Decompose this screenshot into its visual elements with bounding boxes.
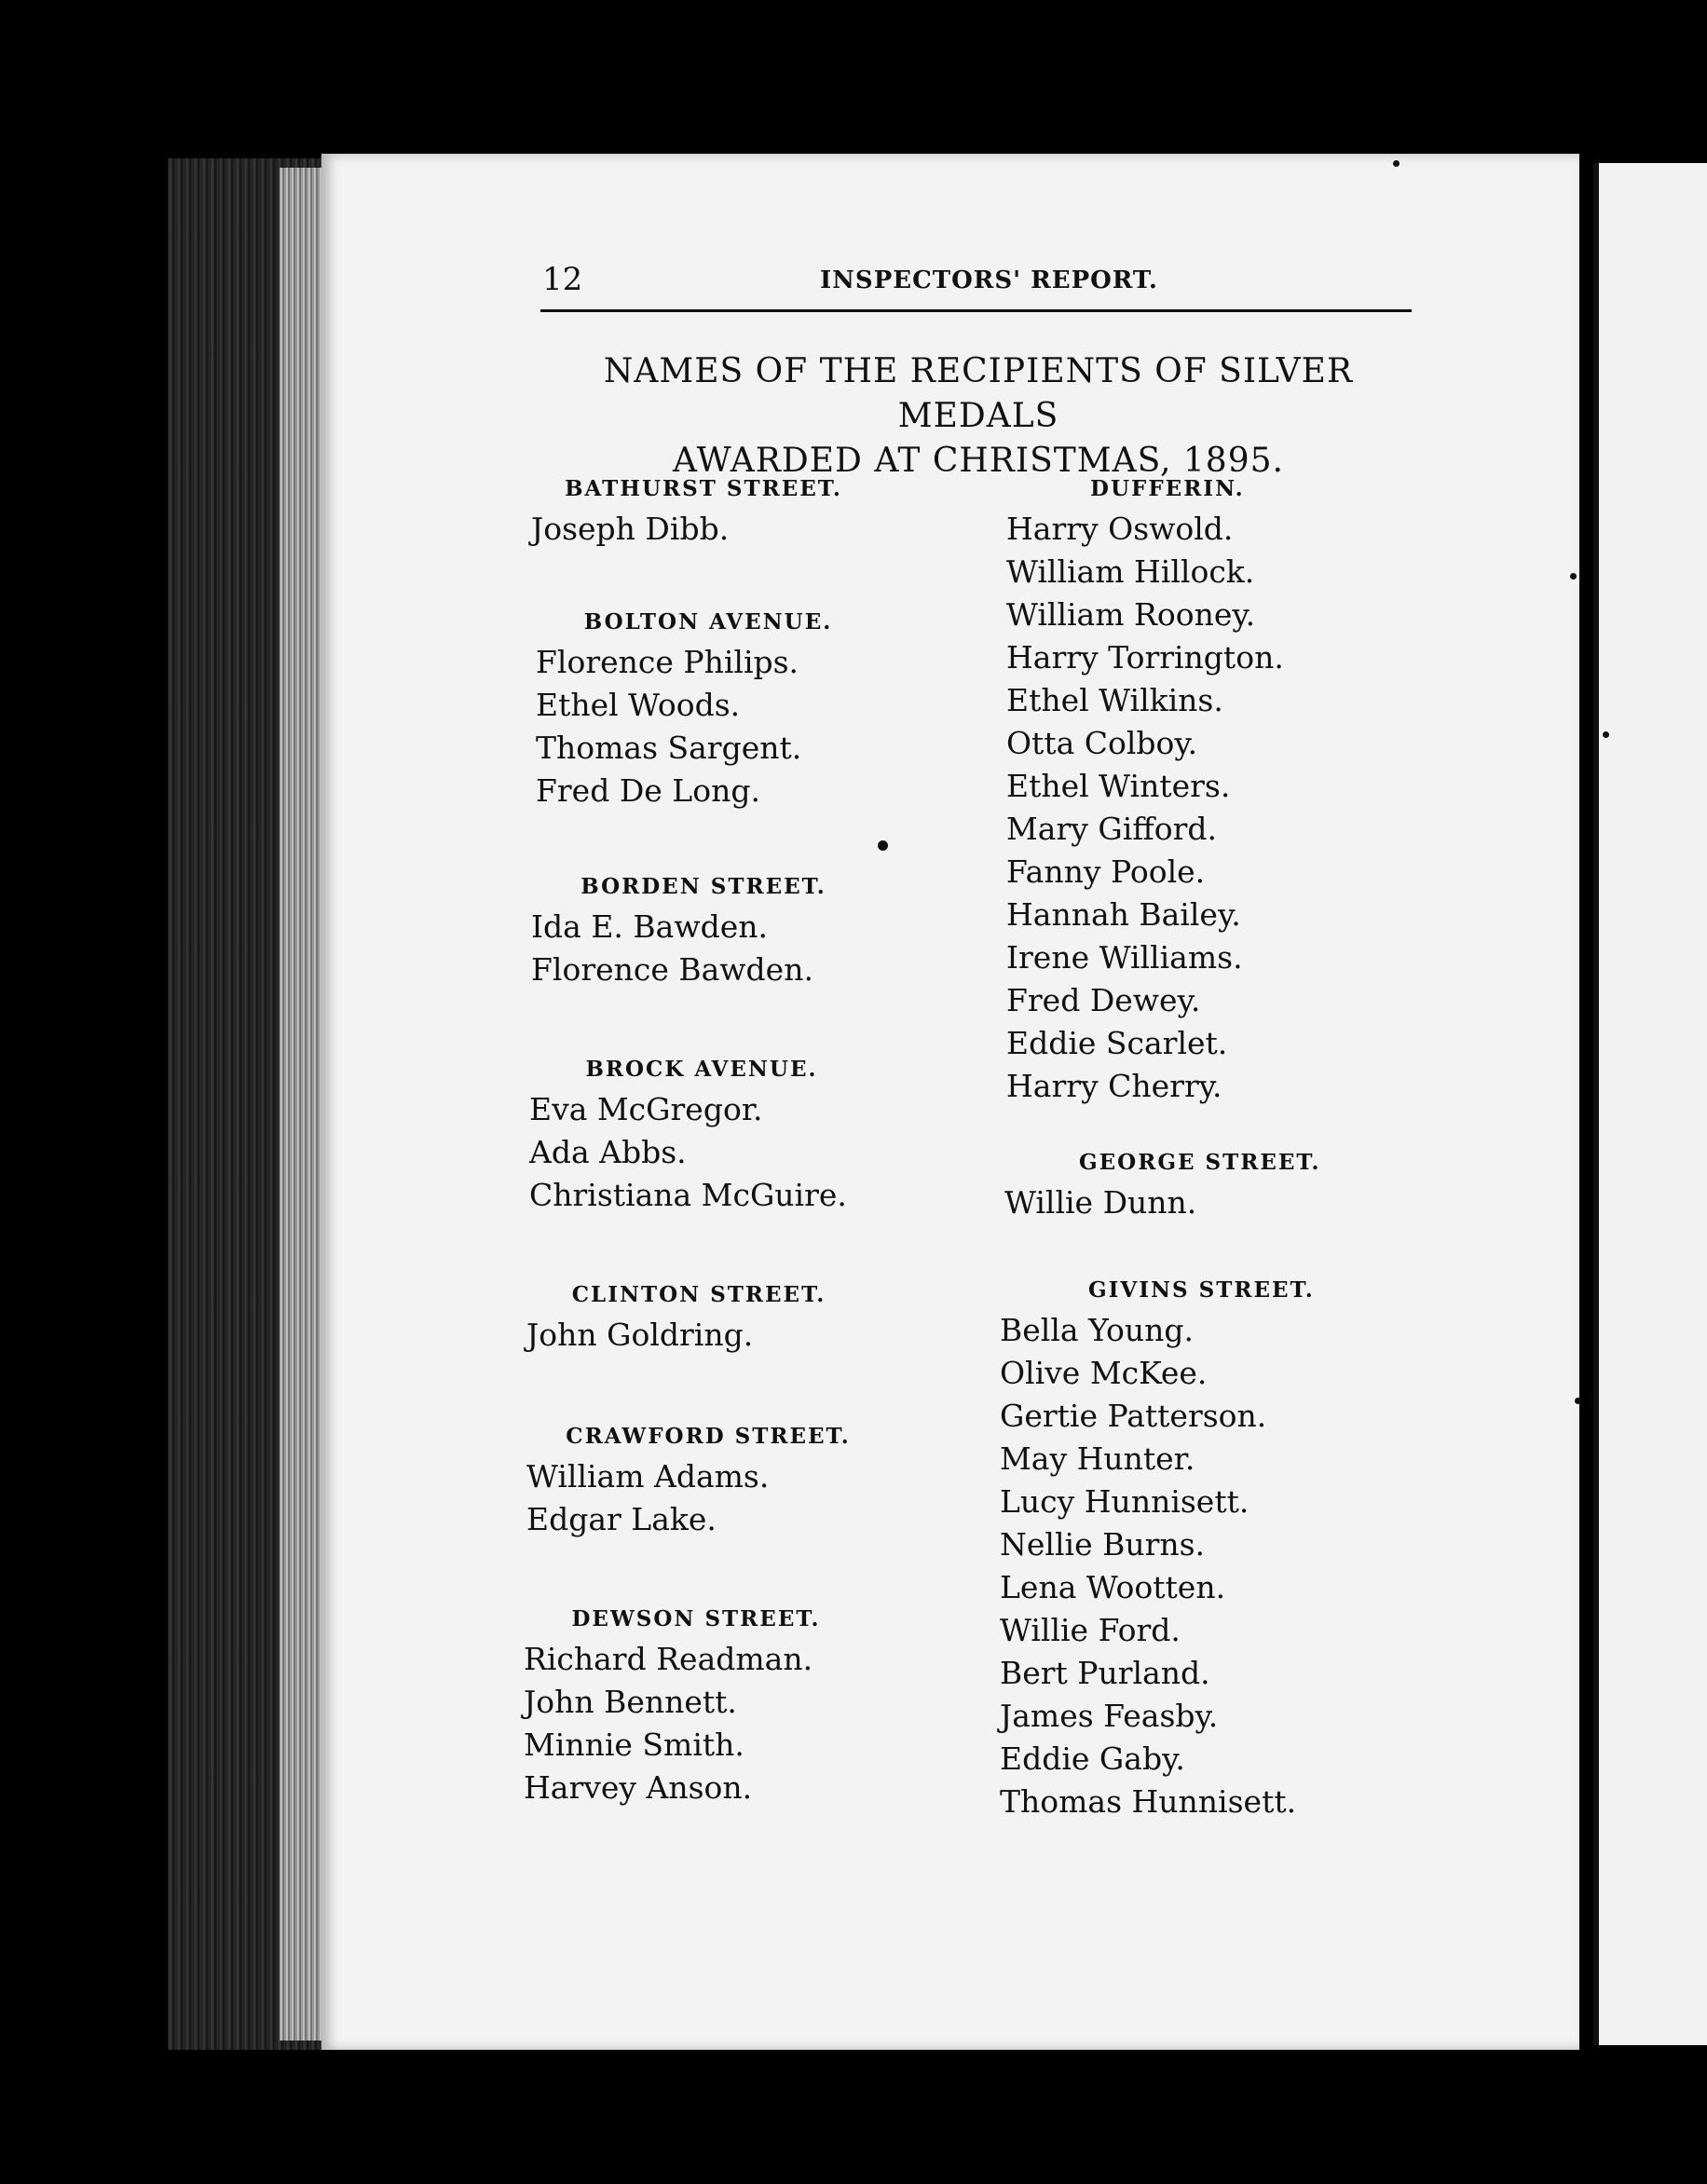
recipient-name: Bert Purland. — [1000, 1655, 1210, 1691]
recipient-name: Ada Abbs. — [529, 1134, 687, 1170]
section-bolton-avenue — [536, 604, 881, 812]
recipient-name: Ida E. Bawden. — [531, 908, 768, 945]
recipient-name: Ethel Winters. — [1006, 768, 1231, 804]
title-line-2: AWARDED AT CHRISTMAS, 1895. — [673, 442, 1284, 480]
section-brock-avenue — [529, 1051, 874, 1217]
page-title — [522, 349, 1435, 484]
section-dufferin — [1006, 471, 1304, 1108]
recipient-name: Ethel Wilkins. — [1006, 682, 1223, 718]
recipient-name: Christiana McGuire. — [529, 1177, 847, 1213]
recipient-name: Hannah Bailey. — [1006, 896, 1241, 933]
recipient-name: Fred De Long. — [536, 772, 760, 809]
recipient-name: Otta Colboy. — [1006, 725, 1198, 761]
recipient-name: Thomas Hunnisett. — [1000, 1783, 1297, 1820]
section-heading: BOLTON AVENUE. — [583, 609, 833, 635]
recipient-name: Bella Young. — [1000, 1312, 1194, 1348]
section-crawford-street — [526, 1418, 890, 1541]
right-page-edge — [1593, 163, 1707, 2045]
section-heading: DEWSON STREET. — [571, 1606, 821, 1631]
recipient-name: Ethel Woods. — [536, 687, 741, 723]
recipient-name: Eddie Gaby. — [1000, 1740, 1185, 1777]
recipient-name: Irene Williams. — [1006, 939, 1243, 976]
recipient-name: William Adams. — [526, 1458, 770, 1495]
section-heading: BORDEN STREET. — [580, 874, 826, 899]
section-heading: BATHURST STREET. — [565, 476, 842, 501]
section-dewson-street — [524, 1601, 868, 1809]
section-george-street — [1004, 1144, 1340, 1224]
recipient-name: Joseph Dibb. — [531, 511, 730, 547]
recipient-name: Eva McGregor. — [529, 1091, 763, 1127]
recipient-name: Florence Philips. — [536, 644, 799, 680]
recipient-name: Mary Gifford. — [1006, 811, 1217, 847]
recipient-name: William Rooney. — [1006, 596, 1256, 633]
recipient-name: Willie Dunn. — [1004, 1184, 1197, 1221]
recipient-name: Lucy Hunnisett. — [1000, 1483, 1250, 1520]
recipient-name: Harry Torrington. — [1006, 639, 1284, 676]
section-heading: GEORGE STREET. — [1079, 1150, 1321, 1175]
section-heading: CRAWFORD STREET. — [566, 1424, 851, 1449]
recipient-name: Harry Oswold. — [1006, 511, 1234, 547]
recipient-name: Eddie Scarlet. — [1006, 1025, 1228, 1061]
recipient-name: Fanny Poole. — [1006, 853, 1206, 890]
recipient-name: Harry Cherry. — [1006, 1068, 1222, 1104]
page-number: 12 — [542, 261, 583, 298]
section-heading: DUFFERIN. — [1090, 476, 1245, 501]
recipient-name: Richard Readman. — [524, 1641, 813, 1677]
section-bathurst-street — [531, 471, 876, 551]
recipient-name: Nellie Burns. — [1000, 1526, 1206, 1563]
section-heading: GIVINS STREET. — [1088, 1277, 1315, 1303]
section-heading: BROCK AVENUE. — [585, 1057, 818, 1082]
recipient-name: Gertie Patterson. — [1000, 1398, 1267, 1434]
recipient-name: Olive McKee. — [1000, 1355, 1208, 1391]
running-head: INSPECTORS' REPORT. — [820, 266, 1158, 294]
recipient-name: Lena Wootten. — [1000, 1569, 1226, 1605]
recipient-name: Florence Bawden. — [531, 951, 813, 988]
section-clinton-street — [526, 1276, 871, 1357]
recipient-name: John Bennett. — [524, 1684, 737, 1720]
section-heading: CLINTON STREET. — [571, 1282, 826, 1307]
section-givins-street — [1000, 1272, 1335, 1823]
recipient-name: William Hillock. — [1006, 553, 1255, 590]
recipient-name: Thomas Sargent. — [536, 730, 802, 766]
recipient-name: Harvey Anson. — [524, 1769, 753, 1806]
title-line-1: NAMES OF THE RECIPIENTS OF SILVER MEDALS — [603, 352, 1354, 435]
recipient-name: Minnie Smith. — [524, 1727, 744, 1763]
recipient-name: Edgar Lake. — [526, 1501, 717, 1537]
recipient-name: James Feasby. — [1000, 1698, 1219, 1734]
recipient-name: May Hunter. — [1000, 1440, 1195, 1477]
recipient-name: Fred Dewey. — [1006, 982, 1201, 1018]
page-header — [540, 253, 1412, 312]
recipient-name: Willie Ford. — [1000, 1612, 1181, 1648]
recipient-name: John Goldring. — [526, 1317, 754, 1353]
section-borden-street — [531, 868, 876, 991]
